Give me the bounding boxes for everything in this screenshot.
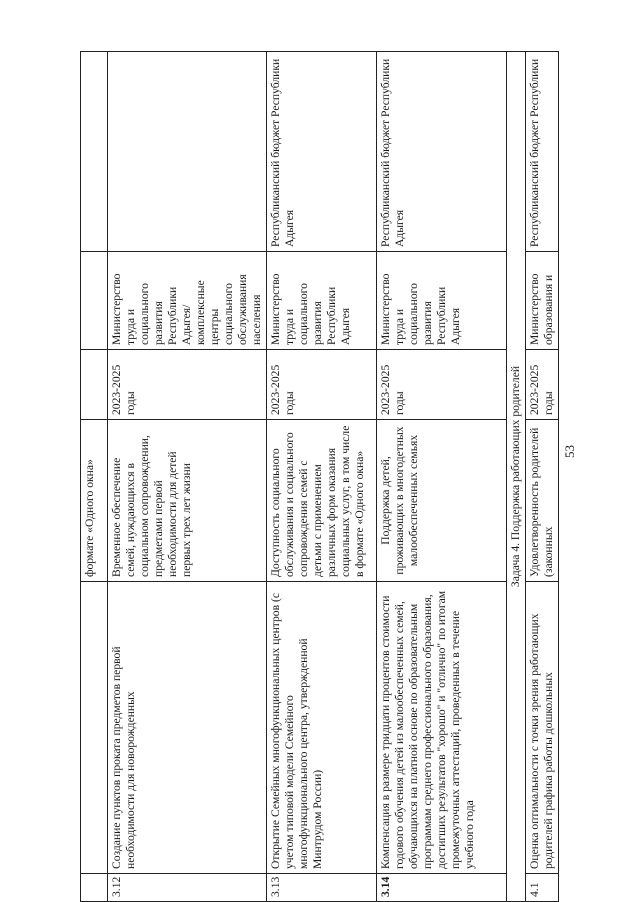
row-term: 2023-2025 годы: [377, 350, 507, 420]
row-number: 3.14: [377, 874, 507, 902]
row-source: Республиканский бюджет Республики: [526, 52, 559, 252]
row-result: Поддержка детей, проживающих в многодетных малообеспеченных семьях: [377, 420, 507, 582]
row-source: Республиканский бюджет Республики Адыгея: [267, 52, 377, 252]
table-row: [377, 52, 507, 902]
row-executor: Министерство труда и социального развития Республики Адыгея: [377, 252, 507, 350]
rotated-page: [80, 52, 555, 902]
task-header: Задача 4. Поддержка работающих родителей: [507, 52, 526, 902]
page-content: [80, 52, 555, 902]
row-number: 3.12: [108, 874, 267, 902]
row-number: 4.1: [526, 874, 559, 902]
row-executor: Министерство труда и социального развития Республики Адыгея/комплексные центры социального обслуживания населения: [108, 252, 267, 350]
row-result: Временное обеспечение семей, нуждающихся в социальном сопровождении, предметами первой необходимости для детей первых трех лет жизни: [108, 420, 267, 582]
page-number: 53: [562, 445, 577, 458]
row-executor: Министерство труда и социального развития Республики Адыгея: [267, 252, 377, 350]
row-source: [108, 52, 267, 252]
table-row: [526, 52, 559, 902]
row-number: 3.13: [267, 874, 377, 902]
row-result: Удовлетворенность родителей (законных: [526, 420, 559, 582]
row-term: 2023-2025 годы: [108, 350, 267, 420]
row-source: Республиканский бюджет Республики Адыгея: [377, 52, 507, 252]
row-term: 2023-2025 годы: [526, 350, 559, 420]
table-row-continuation: [81, 52, 108, 902]
row-name: Создание пунктов проката предметов первой необходимости для новорожденных: [108, 582, 267, 874]
row-result: Доступность социального обслуживания и социального сопровождения семей с детьми с применением различных форм оказания социальных услуг, в том числе в формате «Одного окна»: [267, 420, 377, 582]
task-header-row: [507, 52, 526, 902]
row-name: Компенсация в размере тридцати процентов стоимости годового обучения детей из малообеспеченных семей, обучающихся на платной основе по образовательным программам среднего профессионального образования, достигших результатов "хорошо" и "отлично" по итогам промежуточных аттестаций, проведенных в течение учебного года: [377, 582, 507, 874]
row-executor: Министерство образования и: [526, 252, 559, 350]
result-cell: формате «Одного окна»: [81, 420, 108, 582]
table-row: [267, 52, 377, 902]
row-name: Открытие Семейных многофункциональных центров (с учетом типовой модели Семейного многофункционального центра, утвержденной Минтрудом России): [267, 582, 377, 874]
row-term: 2023-2025 годы: [267, 350, 377, 420]
measures-table: [80, 51, 559, 902]
row-name: Оценка оптимальности с точки зрения работающих родителей графика работы дошкольных: [526, 582, 559, 874]
table-row: [108, 52, 267, 902]
